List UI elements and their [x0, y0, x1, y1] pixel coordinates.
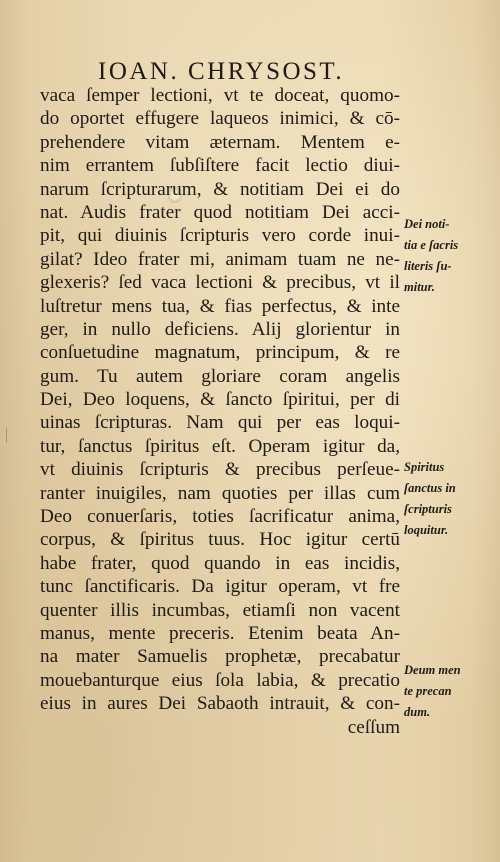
margin-note-line: dum.	[404, 705, 431, 719]
text-line: habe frater, quod quando in eas incidis,	[40, 552, 400, 574]
text-line: eius in aures Dei Sabaoth intrauit, & con-	[40, 693, 400, 715]
text-line: narum ſcripturarum, & notitiam Dei ei do	[40, 178, 400, 200]
margin-note-deum-mente	[404, 660, 500, 723]
text-line: vt diuinis ſcripturis & precibus perſeue-	[40, 459, 400, 481]
text-line: conſuetudine magnatum, principum, & re	[40, 342, 400, 364]
margin-note-line: te precan	[404, 684, 452, 698]
margin-note-line: mitur.	[404, 280, 435, 294]
text-line: prehendere vitam æternam. Mentem e-	[40, 131, 400, 153]
margin-note-spiritus-sanctus	[404, 457, 500, 541]
text-line: glexeris? ſed vaca lectioni & precibus, vt il	[40, 272, 400, 294]
text-line: ger, in nullo deficiens. Alij glorientur in	[40, 318, 400, 340]
text-line: mouebanturque eius ſola labia, & precatio	[40, 669, 400, 691]
text-line: quenter illis incumbas, etiamſi non vacent	[40, 599, 400, 621]
main-text-block	[40, 84, 400, 739]
text-line: tur, ſanctus ſpiritus eſt. Operam igitur da,	[40, 435, 400, 457]
margin-note-line: ſcripturis	[404, 502, 452, 516]
margin-note-line: loquitur.	[404, 523, 449, 537]
catchword: ceſſum	[347, 716, 400, 738]
margin-note-line: literis ſu-	[404, 259, 452, 273]
text-line: uinas ſcripturas. Nam qui per eas loqui-	[40, 412, 400, 434]
margin-note-line: tia e ſacris	[404, 238, 459, 252]
text-line: manus, mente preceris. Etenim beata An-	[40, 622, 400, 644]
text-line: nim errantem ſubſiſtere facit lectio diui-	[40, 155, 400, 177]
margin-note-line: Dei noti-	[404, 217, 450, 231]
text-line: vaca ſemper lectioni, vt te doceat, quomo-	[40, 85, 400, 106]
text-line: nat. Audis frater quod notitiam Dei acci-	[40, 201, 400, 223]
text-line: Dei, Deo loquens, & ſancto ſpiritui, per di	[40, 389, 400, 411]
text-line: luſtretur mens tua, & fias perfectus, & inte	[40, 295, 400, 317]
page-fold-mark	[6, 428, 17, 450]
text-line: pit, qui diuinis ſcripturis vero corde inui-	[40, 225, 400, 247]
margin-note-notitia-dei	[404, 214, 500, 298]
text-line: tunc ſanctificaris. Da igitur operam, vt fre	[40, 576, 400, 598]
text-line: na mater Samuelis prophetæ, precabatur	[40, 646, 400, 668]
running-title: IOAN. CHRYSOST.	[98, 58, 345, 85]
text-line: gum. Tu autem gloriare coram angelis	[40, 365, 400, 387]
margin-note-line: Spiritus	[404, 460, 445, 474]
text-line: Deo conuerſaris, toties ſacrificatur anima,	[40, 506, 400, 528]
margin-note-line: ſanctus in	[404, 481, 456, 495]
text-line: ranter inuigiles, nam quoties per illas cum	[40, 482, 400, 504]
margin-note-line: Deum men	[404, 663, 461, 677]
text-line: gilat? Ideo frater mi, animam tuam ne ne-	[40, 248, 400, 270]
text-line: do oportet effugere laqueos inimici, & cō-	[40, 108, 400, 130]
text-line: corpus, & ſpiritus tuus. Hoc igitur certū	[40, 529, 400, 551]
